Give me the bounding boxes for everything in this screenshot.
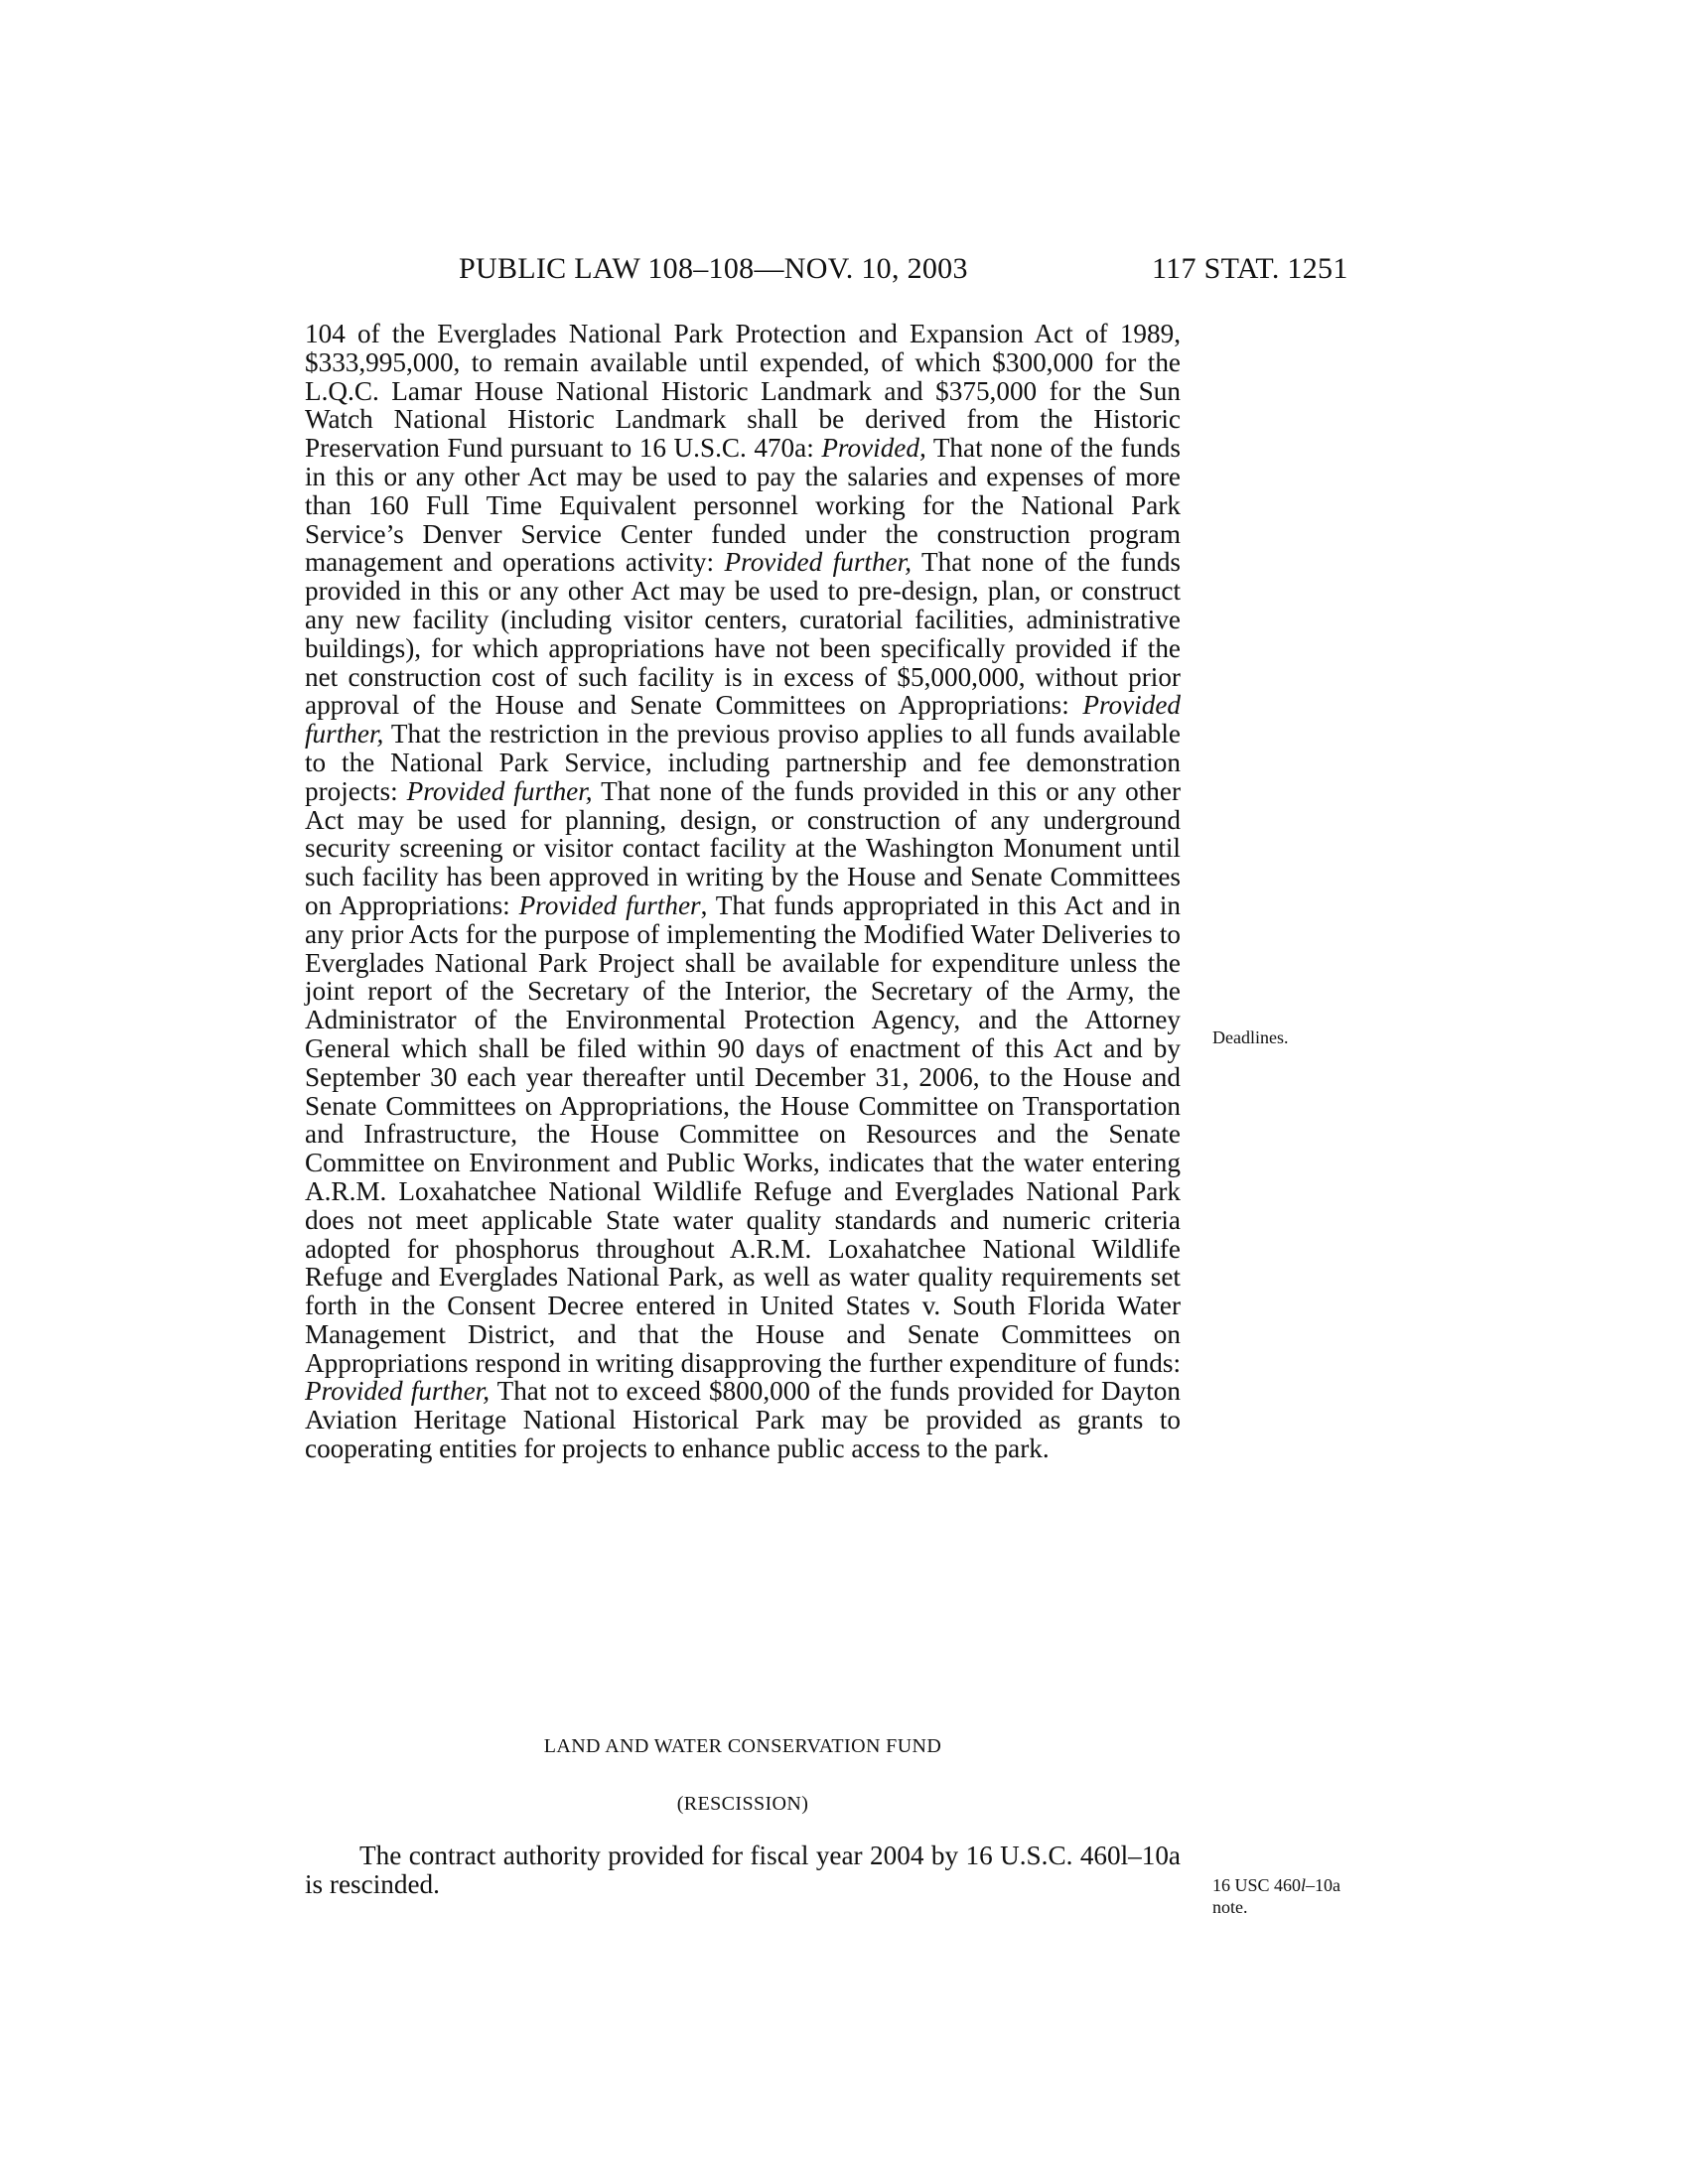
body-segment: , That funds appropriated in this Act and in any prior Acts for the purpose of implementing the Modified Water Deliveries to Everglades National Park Project shall be available for expenditure unless the joint report of the Secretary of the Interior, the Secretary of the Army, the Administrator of the Environmental Protection Agency, and the Attorney General which shall be filed within 90 days of enactment of this Act and by September 30 each year thereafter until December 31, 2006, to the House and Senate Committees on Appropriations, the House Committee on Transportation and Infrastructure, the House Committee on Resources and the Senate Committee on Environment and Public Works, indicates that the water entering A.R.M. Loxahatchee National Wildlife Refuge and Everglades National Park does not meet applicable State water quality standards and numeric criteria adopted for phosphorus throughout A.R.M. Loxahatchee National Wildlife Refuge and Everglades National Park, as well as water quality requirements set forth in the Consent Decree entered in United States v. South Florida Water Management District, and that the House and Senate Committees on Appropriations respond in writing disapproving the further expenditure of funds:	[305, 889, 1181, 1378]
proviso-italic: Provided,	[821, 433, 926, 464]
usc-citation-italic: l	[1301, 1875, 1307, 1895]
usc-citation-line	[1212, 1874, 1340, 1896]
running-header-page-citation: 117 STAT. 1251	[1152, 252, 1348, 285]
section-subheading: (RESCISSION)	[676, 1793, 809, 1815]
body-segment: That not to exceed $800,000 of the funds provided for Dayton Aviation Heritage National Historical Park may be provided as grants to cooperating entities for projects to enhance public access to the park.	[305, 1376, 1181, 1464]
proviso-italic: Provided further,	[724, 547, 912, 578]
body-segment: 104 of the Everglades National Park Protection and Expansion Act of 1989, $333,995,000, to remain available until expended, of which $300,000 for the L.Q.C. Lamar House National Historic Landmark and $375,000 for the Sun Watch National Historic Landmark shall be derived from the Historic Preservation Fund pursuant to 16 U.S.C. 470a:	[305, 319, 1181, 464]
section-heading: LAND AND WATER CONSERVATION FUND	[543, 1735, 942, 1757]
proviso-italic: Provided further	[518, 889, 701, 920]
body-paragraph	[305, 320, 1181, 1463]
usc-citation-note: note.	[1212, 1897, 1248, 1917]
usc-citation-text: 16 USC 460	[1212, 1875, 1302, 1895]
proviso-italic: Provided further,	[305, 1376, 491, 1407]
rescission-paragraph	[305, 1842, 1181, 1899]
usc-citation-text-end: –10a	[1306, 1875, 1341, 1895]
running-header-title: PUBLIC LAW 108–108—NOV. 10, 2003	[459, 252, 968, 285]
proviso-italic: Provided further,	[406, 775, 593, 806]
margin-note-deadlines: Deadlines.	[1212, 1027, 1289, 1047]
body-segment: That the restriction in the previous proviso applies to all funds available to the National Park Service, including partnership and fee demonstration projects:	[305, 719, 1181, 806]
margin-note-usc-citation	[1212, 1874, 1340, 1918]
body-segment: That none of the funds provided in this or any other Act may be used for planning, design, or construction of any underground security screening or visitor contact facility at the Washington Monument until such facility has been approved in writing by the House and Senate Committees on Appropriations:	[305, 775, 1182, 920]
proviso-italic: Provided further,	[305, 690, 1181, 750]
body-segment: That none of the funds provided in this or any other Act may be used to pre-design, plan, or construct any new facility (including visitor centers, curatorial facilities, administrative buildings), for which appropriations have not been specifically provided if the net construction cost of such facility is in excess of $5,000,000, without prior approval of the House and Senate Committees on Appropriations:	[305, 547, 1181, 721]
body-segment: That none of the funds in this or any other Act may be used to pay the salaries and expenses of more than 160 Full Time Equivalent personnel working for the National Park Service’s Denver Service Center funded under the construction program management and operations activity:	[305, 433, 1181, 578]
rescission-text: The contract authority provided for fiscal year 2004 by 16 U.S.C. 460l–10a is rescinded.	[305, 1841, 1181, 1899]
